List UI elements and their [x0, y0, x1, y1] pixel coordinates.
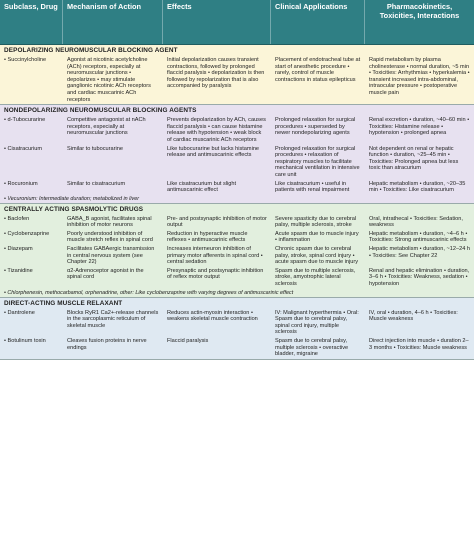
section-2 [0, 204, 474, 298]
table-row [0, 337, 474, 359]
table-header [0, 0, 474, 45]
cell-pharmacokinetics: Oral, intrathecal • Toxicities: Sedation, weakness [369, 215, 463, 229]
cell-pharmacokinetics: Renal excretion • duration, ~40–60 min • Toxicities: Histamine release • hypotension • prolonged apnea [369, 117, 470, 137]
header-mechanism: Mechanism of Action [63, 0, 163, 44]
cell-drug: • Diazepam [4, 246, 33, 253]
section-0 [0, 45, 474, 105]
cell-pharmacokinetics: IV, oral • duration, 4–6 h • Toxicities: Muscle weakness [369, 309, 458, 323]
cell-pharmacokinetics: Not dependent on renal or hepatic function • duration, ~25–45 min • Toxicities: Prolonged apnea but less toxic than atracurium [369, 145, 459, 172]
cell-clinical: Prolonged relaxation for surgical procedures • superseded by newer nondepolarizing agents [275, 117, 356, 137]
cell-effects: Prevents depolarization by ACh, causes flaccid paralysis • can cause histamine release with hypotension • weak block of cardiac muscarinic ACh receptors [167, 117, 266, 143]
cell-clinical: Severe spasticity due to cerebral palsy, multiple sclerosis, stroke [275, 215, 357, 229]
section-3 [0, 298, 474, 360]
cell-pharmacokinetics: Hepatic metabolism • duration, ~20–35 min • Toxicities: Like cisatracurium [369, 180, 466, 194]
table-row [0, 215, 474, 230]
cell-mechanism: Competitive antagonist at nACh receptors, especially at neuromuscular junctions [67, 117, 146, 137]
cell-mechanism: α2-Adrenoceptor agonist in the spinal cord [67, 267, 144, 281]
section-title: CENTRALLY ACTING SPASMOLYTIC DRUGS [4, 205, 144, 213]
cell-drug: • Cyclobenzaprine [4, 230, 50, 237]
cell-drug: • Botulinum toxin [4, 338, 46, 344]
cell-effects: Pre- and postsynaptic inhibition of motor output [167, 215, 267, 229]
cell-effects: Reduces actin-myosin interaction • weakens skeletal muscle contraction [167, 309, 258, 323]
header-effects: Effects [163, 0, 271, 44]
table-row [0, 309, 474, 337]
cell-effects: Initial depolarization causes transient contractions, followed by prolonged flaccid paralysis • depolarization is then followed by repolarization that is also accompanied by paralysis [167, 57, 265, 90]
section-1 [0, 105, 474, 204]
cell-mechanism: GABA_B agonist, facilitates spinal inhibition of motor neurons [67, 215, 152, 229]
cell-mechanism: Cleaves fusion proteins in nerve endings [67, 338, 147, 351]
cell-clinical: Prolonged relaxation for surgical procedures • relaxation of respiratory muscles to facilitate mechanical ventilation in intensive care unit [275, 145, 360, 178]
cell-mechanism: Agonist at nicotinic acetylcholine (ACh) receptors, especially at neuromuscular junctions • depolarizes • may stimulate ganglionic nicotinic ACh receptors and cardiac muscarinic ACh receptors [67, 57, 151, 103]
cell-effects: Like tubocurarine but lacks histamine release and antimuscarinic effects [167, 145, 260, 159]
cell-pharmacokinetics: Hepatic metabolism • duration, ~4–6 h • Toxicities: Strong antimuscarinic effects [369, 230, 468, 244]
table-row [0, 267, 474, 289]
cell-effects: Like cisatracurium but slight antimuscarinic effect [167, 180, 237, 194]
cell-clinical: Chronic spasm due to cerebral palsy, stroke, spinal cord injury • acute spasm due to muscle injury [275, 246, 359, 266]
cell-mechanism: Similar to cisatracurium [67, 180, 126, 187]
cell-drug: • Succinylcholine [4, 57, 47, 63]
cell-pharmacokinetics: Hepatic metabolism • duration, ~12–24 h • Toxicities: See Chapter 22 [369, 246, 470, 259]
table-row [0, 230, 474, 245]
cell-clinical: Spasm due to multiple sclerosis, stroke, amyotrophic lateral sclerosis [275, 267, 356, 288]
cell-effects: Increases interneuron inhibition of primary motor afferents in spinal cord • central sedation [167, 246, 263, 266]
cell-clinical: Acute spasm due to muscle injury • inflammation [275, 230, 359, 244]
header-pharmacokinetics: Pharmacokinetics, Toxicities, Interactions [379, 2, 460, 20]
section-note: • Chlorphenesin, methocarbamol, orphenadrine, other: Like cyclobenzaprine with varying degrees of antimuscarinic effect [4, 289, 294, 296]
cell-mechanism: Poorly understood inhibition of muscle stretch reflex in spinal cord [67, 230, 153, 244]
cell-drug: • Tizanidine [4, 267, 33, 274]
cell-effects: Presynaptic and postsynaptic inhibition of reflex motor output [167, 267, 264, 281]
cell-pharmacokinetics: Direct injection into muscle • duration 2–3 months • Toxicities: Muscle weakness [369, 338, 469, 351]
cell-effects: Reduction in hyperactive muscle reflexes • antimuscarinic effects [167, 230, 248, 244]
cell-drug: • Cisatracurium [4, 145, 43, 152]
table-row [0, 56, 474, 104]
cell-mechanism: Blocks RyR1 Ca2+-release channels in the sarcoplasmic reticulum of skeletal muscle [67, 309, 159, 329]
cell-clinical: Spasm due to cerebral palsy, multiple sclerosis • overactive bladder, migraine [275, 338, 349, 358]
cell-drug: • Dantrolene [4, 309, 35, 316]
cell-drug: • d-Tubocurarine [4, 117, 46, 124]
cell-clinical: IV: Malignant hyperthermia • Oral: Spasm due to cerebral palsy, spinal cord injury, multiple sclerosis [275, 309, 359, 336]
section-title: NONDEPOLARIZING NEUROMUSCULAR BLOCKING AGENTS [4, 107, 197, 115]
table-row [0, 245, 474, 267]
table-row [0, 180, 474, 195]
cell-clinical: Placement of endotracheal tube at start of anesthetic procedure • rarely, control of muscle contractions in status epilepticus [275, 57, 361, 83]
table-row [0, 145, 474, 180]
table-body [0, 45, 474, 360]
cell-drug: • Rocuronium [4, 180, 38, 187]
cell-effects: Flaccid paralysis [167, 338, 209, 344]
cell-pharmacokinetics: Rapid metabolism by plasma cholinesterase • normal duration, ~5 min • Toxicities: Arrhythmias • hyperkalemia • transient increased intra-abdominal, intraocular pressure • postoperative muscle pain [369, 57, 470, 96]
cell-pharmacokinetics: Renal and hepatic elimination • duration, 3–6 h • Toxicities: Weakness, sedation • hypotension [369, 267, 470, 288]
section-title: DEPOLARIZING NEUROMUSCULAR BLOCKING AGENT [4, 47, 178, 54]
header-clinical: Clinical Applications [271, 0, 365, 44]
section-title: DIRECT-ACTING MUSCLE RELAXANT [4, 299, 123, 307]
section-note: • Vecuronium: Intermediate duration; metabolized in liver [4, 195, 140, 202]
cell-clinical: Like cisatracurium • useful in patients with renal impairment [275, 180, 350, 194]
cell-drug: • Baclofen [4, 215, 30, 222]
cell-mechanism: Similar to tubocurarine [67, 145, 123, 152]
header-subclass: Subclass, Drug [0, 0, 63, 44]
cell-mechanism: Facilitates GABAergic transmission in central nervous system (see Chapter 22) [67, 246, 155, 266]
table-row [0, 116, 474, 144]
